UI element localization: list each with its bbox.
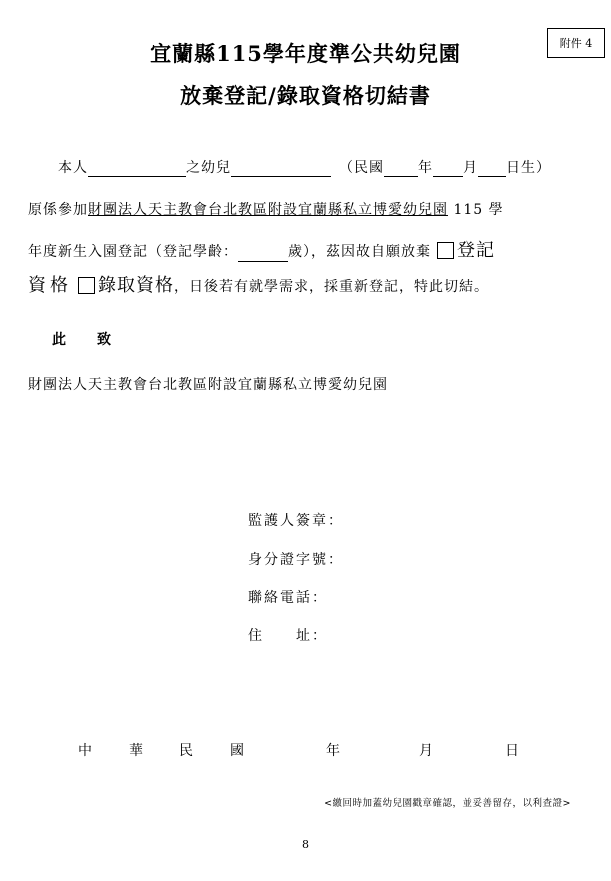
page-number: 8 — [302, 838, 309, 851]
label-self: 本人 — [58, 160, 88, 176]
phone-label: 聯絡電話： — [248, 590, 328, 606]
label-child: 之幼兒 — [186, 160, 231, 176]
school-name: 財團法人天主教會台北教區附設宜蘭縣私立博愛幼兒園 — [88, 202, 448, 218]
footnote: <繳回時加蓋幼兒園戳章確認，並妥善留存，以利查證> — [324, 798, 571, 809]
date-char-3: 民 — [179, 743, 193, 759]
recipient: 財團法人天主教會台北教區附設宜蘭縣私立博愛幼兒園 — [28, 377, 388, 393]
label-new-student: 年度新生入園登記（登記學齡： — [28, 244, 238, 260]
label-year: 年 — [418, 160, 433, 176]
option-registration: 登記 — [457, 240, 495, 261]
label-born: 日生） — [506, 160, 551, 176]
age-blank — [238, 245, 288, 262]
attachment-label: 附件 4 — [547, 28, 605, 58]
option-registration-cont: 資格 — [28, 275, 72, 296]
child-name-blank — [231, 160, 331, 177]
admission-checkbox[interactable] — [78, 277, 95, 294]
year-blank — [384, 160, 418, 177]
date-char-4: 國 — [230, 743, 244, 759]
name-blank — [88, 160, 186, 177]
registration-checkbox[interactable] — [437, 242, 454, 259]
date-year-label: 年 — [326, 743, 340, 759]
age-line — [28, 236, 495, 262]
title-line-2: 放棄登記/錄取資格切結書 — [180, 83, 431, 108]
label-originally: 原係參加 — [28, 202, 88, 218]
date-month-label: 月 — [419, 743, 433, 759]
title-line-1: 宜蘭縣115學年度準公共幼兒園 — [150, 41, 461, 66]
date-day-label: 日 — [505, 743, 519, 759]
label-abandon: 歲），茲因故自願放棄 — [288, 244, 431, 260]
day-blank — [478, 160, 506, 177]
salutation: 此 致 — [52, 332, 112, 348]
declarant-line — [58, 157, 551, 177]
date-char-1: 中 — [78, 743, 92, 759]
option-admission: 錄取資格 — [98, 275, 174, 296]
label-year-num: 115 學 — [448, 202, 504, 218]
option-line — [28, 271, 489, 297]
guardian-signature-label: 監護人簽章： — [248, 513, 344, 529]
id-number-label: 身分證字號： — [248, 552, 344, 568]
month-blank — [433, 160, 463, 177]
address-label: 住 址： — [248, 628, 328, 644]
date-char-2: 華 — [129, 743, 143, 759]
label-month: 月 — [463, 160, 478, 176]
registration-line — [28, 199, 504, 219]
declaration-text: ，日後若有就學需求，採重新登記，特此切結。 — [174, 279, 489, 295]
label-roc: （民國 — [339, 160, 384, 176]
